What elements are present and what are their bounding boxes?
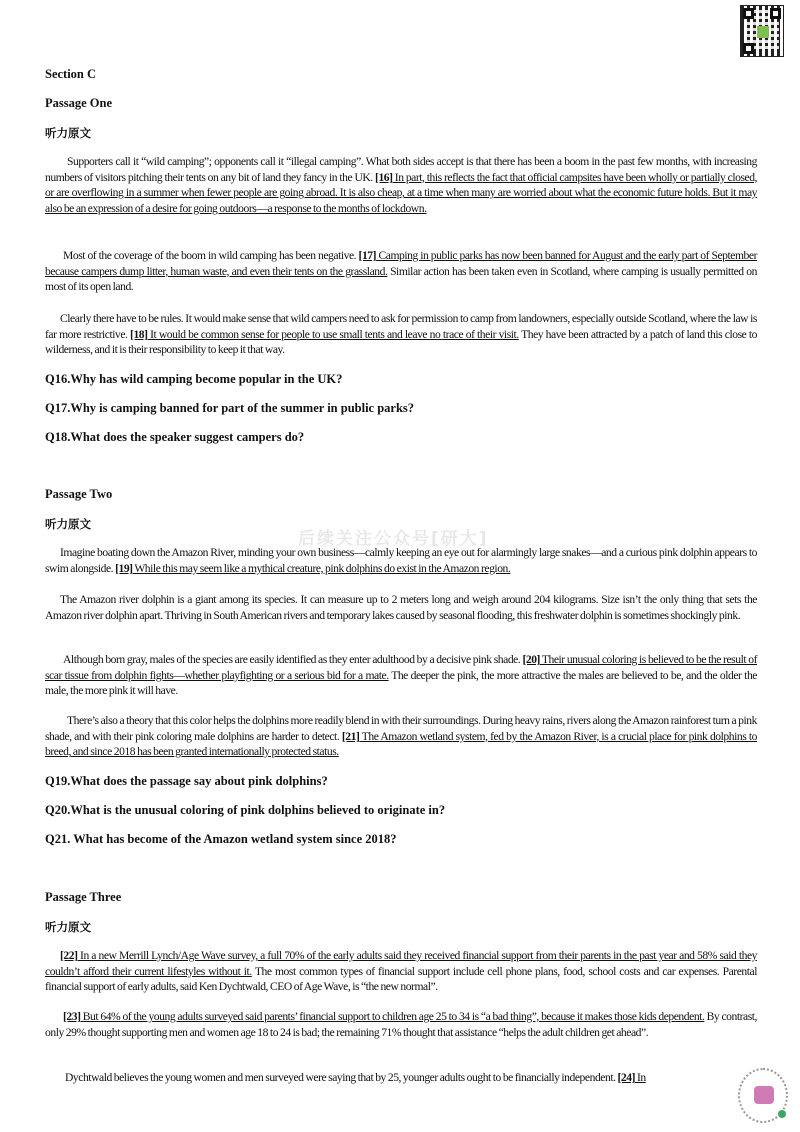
passage-three-paragraph-2: [23] But 64% of the young adults surveyed said parents’ financial support to children age 25 to 34 is “a bad thing”, because it makes those kids dependent. By contrast, only 29% thought supporting men and women age 18 to 24 is bad; the remaining 71% thought that assistance “helps the adult children get ahead”. <box>45 1010 757 1039</box>
watermark: 后续关注公众号[研大] <box>298 529 489 549</box>
passage-two-label: 听力原文 <box>45 517 91 531</box>
passage-one-title: Passage One <box>45 96 113 110</box>
passage-one-paragraph-2: Most of the coverage of the boom in wild camping has been negative. [17] Camping in public parks has now been banned for August and the early part of September because campers dump litter, human waste, and even their tents on the grassland. Similar action has been taken even in Scotland, where camping is usually permitted on most of its open land. <box>45 249 757 294</box>
passage-three-paragraph-1: [22] In a new Merrill Lynch/Age Wave survey, a full 70% of the early adults said they received financial support from their parents in the past year and 58% said they couldn’t afford their current lifestyles without it. The most common types of financial support include cell phone plans, food, school costs and car expenses. Parental financial support of early adults, said Ken Dychtwald, CEO of Age Wave, is “the new normal”. <box>45 949 757 994</box>
passage-three-label: 听力原文 <box>45 920 91 934</box>
passage-one-paragraph-3: Clearly there have to be rules. It would make sense that wild campers need to ask for permission to camp from landowners, especially outside Scotland, where the law is far more restrictive. [18] It would be common sense for people to use small tents and leave no trace of their visit. They have been attracted by a patch of land this close to wilderness, and it is their responsibility to keep it that way. <box>45 312 757 357</box>
passage-three-paragraph-3: Dychtwald believes the young women and men surveyed were saying that by 25, younger adults ought to be financially independent. [24] In <box>65 1071 646 1084</box>
passage-two-title: Passage Two <box>45 487 113 501</box>
passage-one-paragraph-1: Supporters call it “wild camping”; opponents call it “illegal camping”. What both sides accept is that there has been a boom in the past few months, with increasing numbers of visitors pitching their tents on any bit of land they fancy in the UK. [16] In part, this reflects the fact that official campsites have been wholly or partially closed, or are overflowing in a summer when fewer people are going abroad. It is also cheap, at a time when many are worried about what the economic future holds. But it may also be an expression of a desire for going outdoors—a response to the months of lockdown. <box>45 155 757 215</box>
section-heading: Section C <box>45 67 97 81</box>
question-21: Q21. What has become of the Amazon wetland system since 2018? <box>45 832 397 846</box>
logo-icon <box>738 1068 788 1123</box>
question-20: Q20.What is the unusual coloring of pink dolphins believed to originate in? <box>45 803 446 817</box>
passage-two-paragraph-2: The Amazon river dolphin is a giant among its species. It can measure up to 2 meters long and weigh around 204 kilograms. Size isn’t the only thing that sets the Amazon river dolphin apart. Thriving in South American rivers and temporary lakes caused by seasonal flooding, this freshwater dolphin is sometimes shockingly pink. <box>45 593 757 622</box>
passage-one-label: 听力原文 <box>45 126 91 140</box>
passage-two-paragraph-4: There’s also a theory that this color helps the dolphins more readily blend in with their surroundings. During heavy rains, rivers along the Amazon rainforest turn a pink shade, and with their pink coloring male dolphins are harder to detect. [21] The Amazon wetland system, fed by the Amazon River, is a crucial place for pink dolphins to breed, and since 2018 has been granted internationally protected status. <box>45 714 757 759</box>
question-17: Q17.Why is camping banned for part of the summer in public parks? <box>45 401 415 415</box>
passage-two-paragraph-1: Imagine boating down the Amazon River, minding your own business—calmly keeping an eye out for alarmingly large snakes—and a curious pink dolphin appears to swim alongside. [19] While this may seem like a mythical creature, pink dolphins do exist in the Amazon region. <box>45 546 757 575</box>
question-16: Q16.Why has wild camping become popular in the UK? <box>45 372 343 386</box>
question-19: Q19.What does the passage say about pink dolphins? <box>45 774 328 788</box>
passage-three-title: Passage Three <box>45 890 122 904</box>
passage-two-paragraph-3: Although born gray, males of the species are easily identified as they enter adulthood by a decisive pink shade. [20] Their unusual coloring is believed to be the result of scar tissue from dolphin fights—whether playfighting or a serious bid for a mate. The deeper the pink, the more attractive the males are believed to be, and the older the male, the more pink it will have. <box>45 653 757 698</box>
question-18: Q18.What does the speaker suggest campers do? <box>45 430 305 444</box>
qr-code <box>740 5 784 57</box>
